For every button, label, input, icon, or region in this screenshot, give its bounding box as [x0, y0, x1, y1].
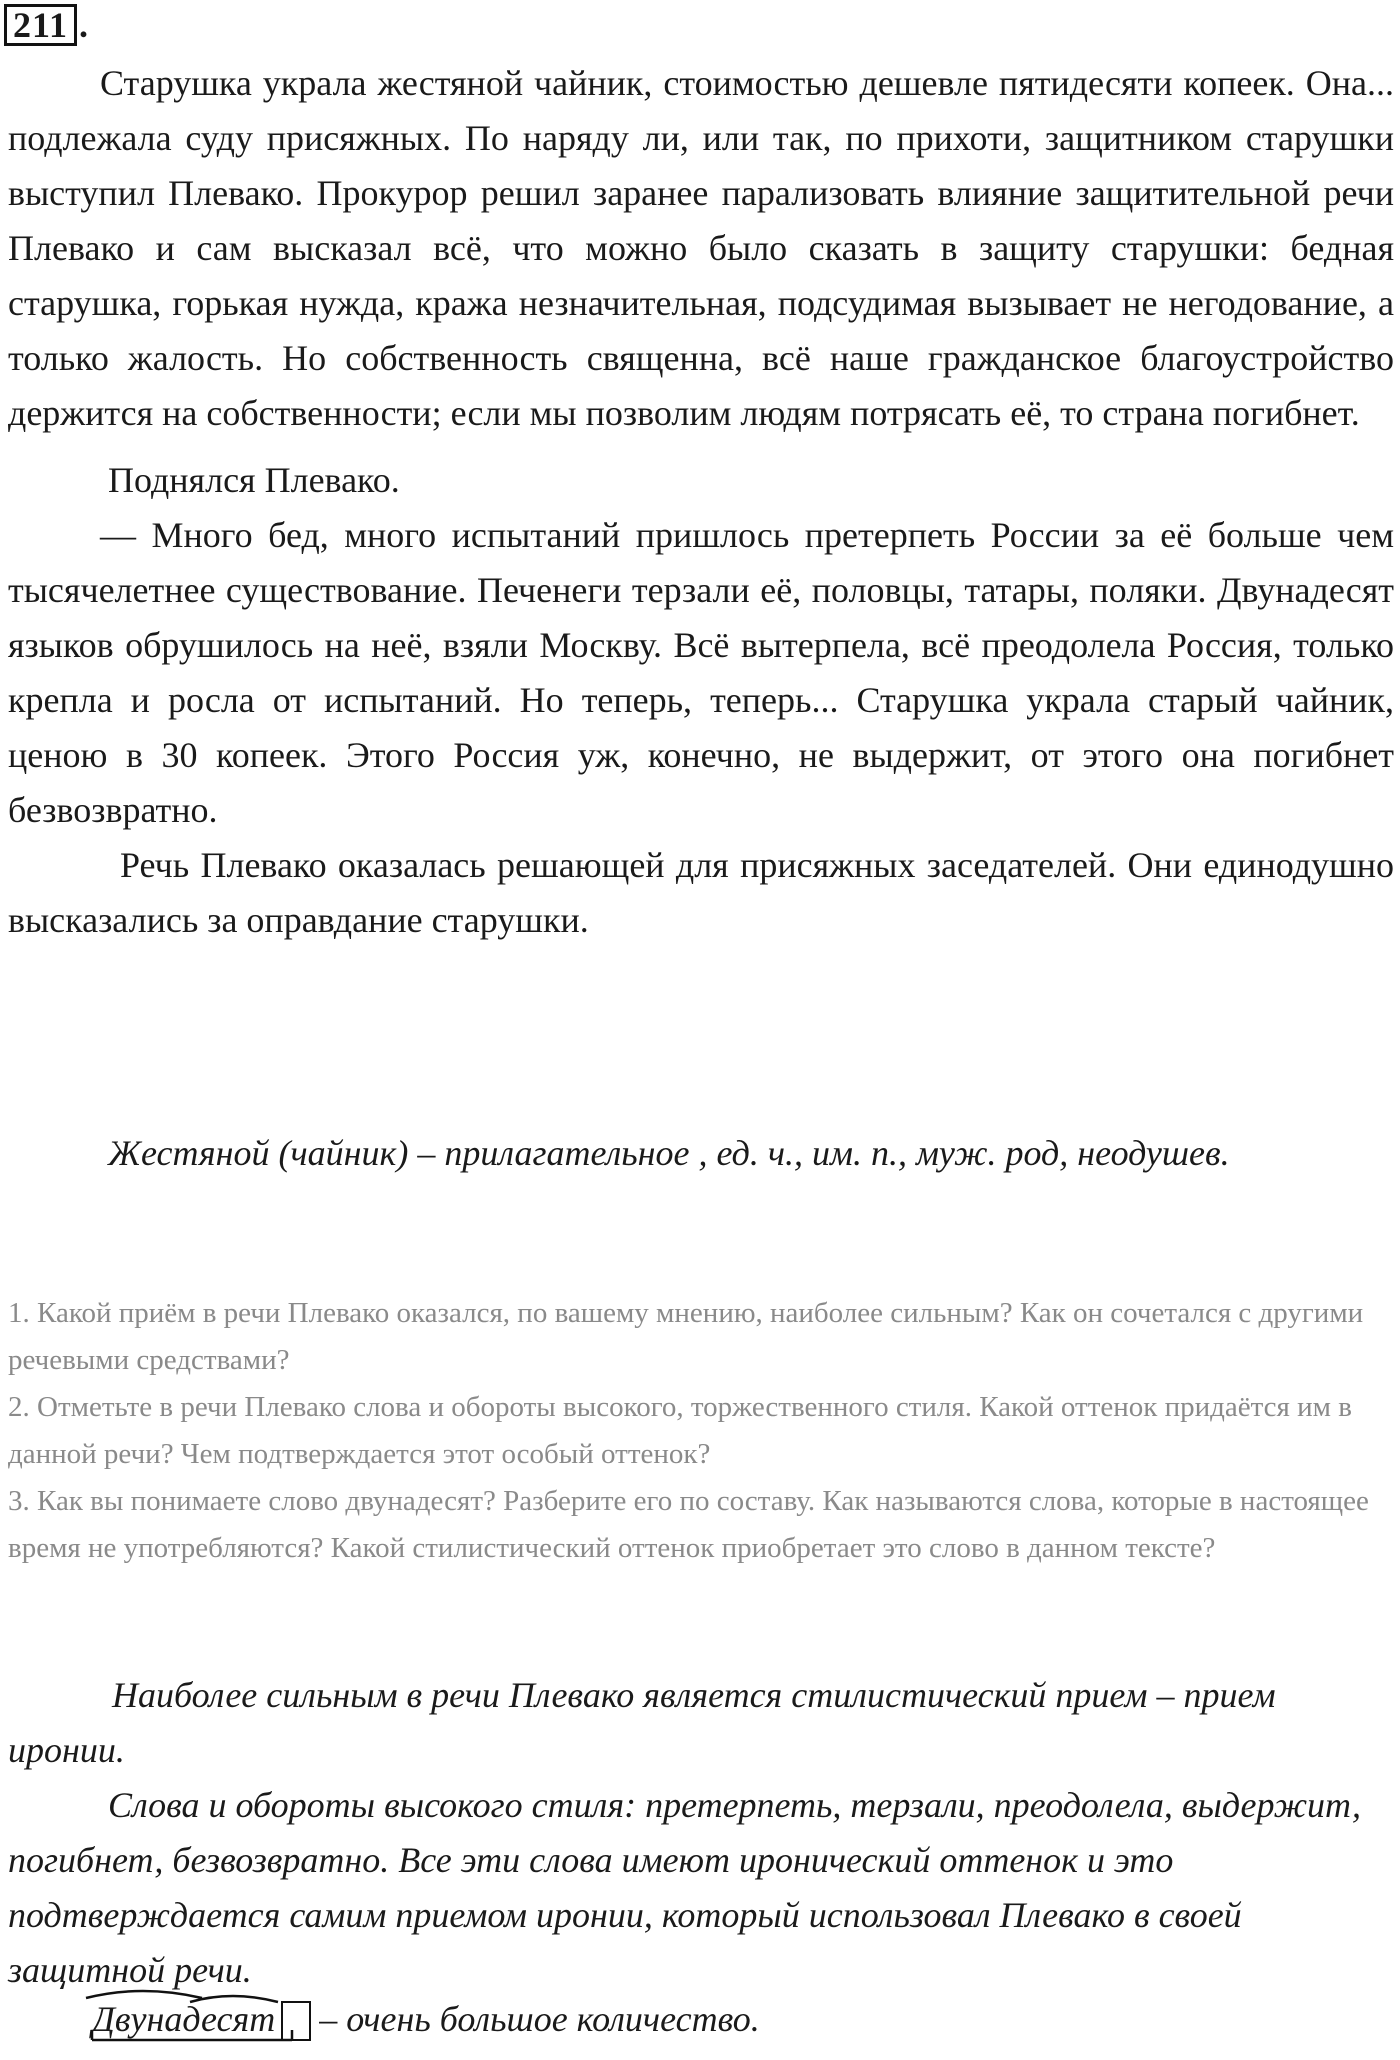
story-paragraph-3: — Много бед, много испытаний пришлось претерпеть России за её больше чем тысячелетнее существование. Печенеги терзали её, половцы, татары, поляки. Двунадесят языков обрушилось на неё, взяли Москву. Всё вытерпела, всё преодолела Россия, только крепла и росла от испытаний. Но теперь, теперь... Старушка украла старый чайник, ценою в 30 копеек. Этого Россия уж, конечно, не выдержит, от этого она погибнет безвозвратно.: [8, 515, 1394, 830]
story-text: [8, 56, 1394, 948]
story-paragraph-4: Речь Плевако оказалась решающей для присяжных заседателей. Они единодушно высказались за оправдание старушки.: [8, 845, 1394, 940]
question-1: 1. Какой приём в речи Плевако оказался, по вашему мнению, наиболее сильным? Как он сочетался с другими речевыми средствами?: [8, 1297, 1364, 1376]
morpheme-parsed-word: [92, 1992, 275, 2047]
story-paragraph-2: Поднялся Плевако.: [108, 460, 400, 500]
analysis-text: Жестяной (чайник) – прилагательное , ед. ч., им. п., муж. род, неодушев.: [108, 1133, 1230, 1173]
answer-1: Наиболее сильным в речи Плевако является стилистический прием – прием иронии.: [8, 1675, 1276, 1770]
answers-block: [8, 1668, 1394, 1998]
exercise-number-box: 211: [4, 4, 77, 46]
root-arc-1-mark: [86, 1991, 202, 1998]
exercise-number-dot: .: [79, 5, 89, 45]
morpheme-marks: [82, 1986, 314, 2054]
morphological-analysis: [8, 1126, 1394, 1181]
exercise-number: [4, 4, 88, 46]
parsed-word: Двунадесят: [92, 1999, 276, 2039]
question-3: 3. Как вы понимаете слово двунадесят? Разберите его по составу. Как называются слова, которые в настоящее время не употребляются? Какой стилистический оттенок приобретает это слово в данном тексте?: [8, 1485, 1369, 1564]
question-2: 2. Отметьте в речи Плевако слова и обороты высокого, торжественного стиля. Какой оттенок придаётся им в данной речи? Чем подтверждается этот особый оттенок?: [8, 1391, 1352, 1470]
answer-2: Слова и обороты высокого стиля: претерпеть, терзали, преодолела, выдержит, погибнет, безвозвратно. Все эти слова имеют иронический оттенок и это подтверждается самим приемом иронии, который использовал Плевако в своей защитной речи.: [8, 1785, 1361, 1990]
word-meaning: – очень большое количество.: [319, 1999, 760, 2039]
root-arc-2-mark: [190, 1996, 278, 2002]
story-paragraph-1: Старушка украла жестяной чайник, стоимостью дешевле пятидесяти копеек. Она... подлежала суду присяжных. По наряду ли, или так, по прихоти, защитником старушки выступил Плевако. Прокурор решил заранее парализовать влияние защитительной речи Плевако и сам высказал всё, что можно было сказать в защиту старушки: бедная старушка, горькая нужда, кража незначительная, подсудимая вызывает не негодование, а только жалость. Но собственность священна, всё наше гражданское благоустройство держится на собственности; если мы позволим людям потрясать её, то страна погибнет.: [8, 63, 1394, 433]
word-analysis: [92, 1992, 760, 2047]
questions-block: [8, 1290, 1394, 1572]
